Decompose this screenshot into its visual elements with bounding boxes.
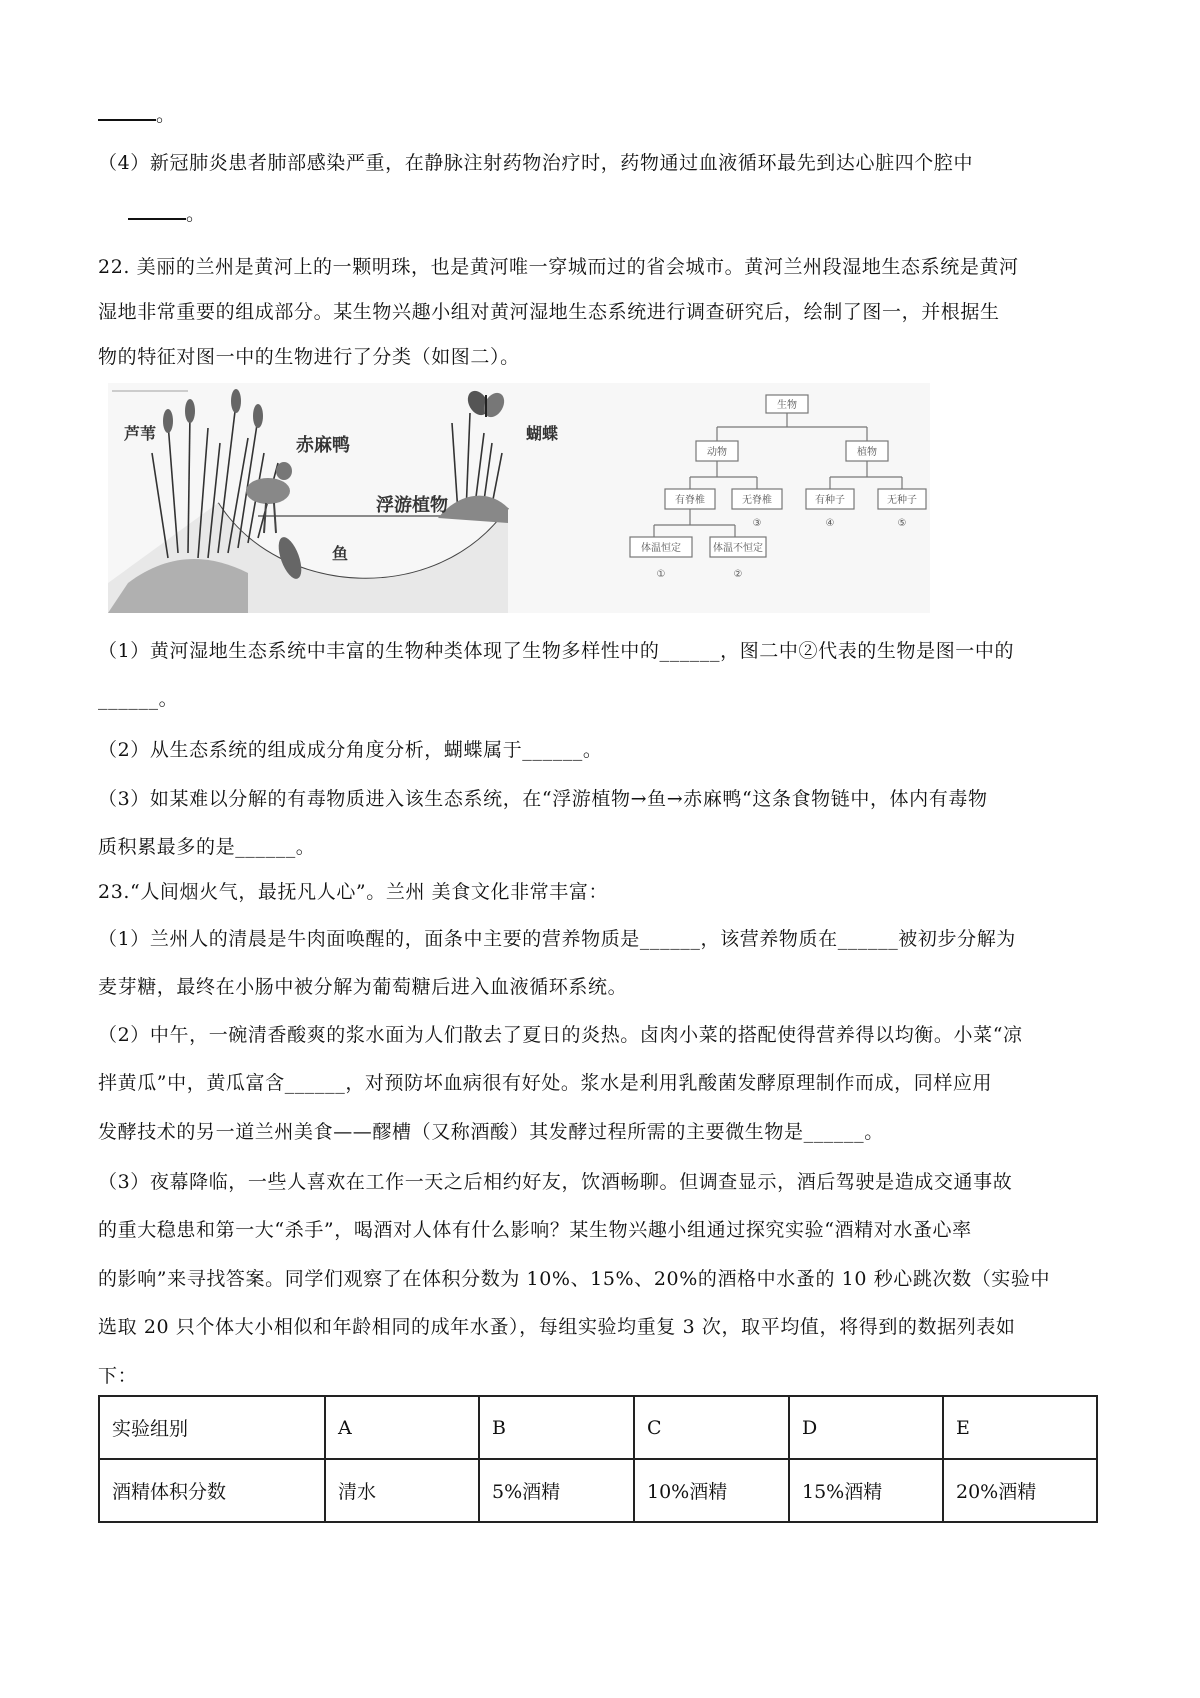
node-constant-temp: 体温恒定 <box>641 543 681 554</box>
answer-blank <box>128 196 186 220</box>
table-cell: D <box>789 1396 943 1459</box>
node-vertebrate: 有脊椎 <box>675 495 705 506</box>
top-answer-blank-line: 。 <box>98 97 176 130</box>
q23-part3-line-3: 的影响”来寻找答案。同学们观察了在体积分数为 10%、15%、20%的酒格中水蚤的 10 秒心跳次数（实验中 <box>98 1268 1051 1290</box>
label-reed: 芦苇 <box>124 424 157 443</box>
q22-part1-line-a: （1）黄河湿地生态系统中丰富的生物种类体现了生物多样性中的______，图二中②代表的生物是图一中的 <box>98 640 1015 662</box>
q23-part2-line-c: 发酵技术的另一道兰州美食——醪槽（又称酒酸）其发酵过程所需的主要微生物是______。 <box>98 1121 884 1143</box>
node-number-1: ① <box>656 569 666 580</box>
table-row <box>99 1459 1097 1522</box>
table-cell: E <box>943 1396 1097 1459</box>
figure-1-wetland-scene <box>108 383 650 613</box>
node-variable-temp: 体温不恒定 <box>713 543 763 554</box>
node-number-4: ④ <box>825 518 835 529</box>
table-cell: 酒精体积分数 <box>99 1459 325 1522</box>
q22-part3-line-a: （3）如某难以分解的有毒物质进入该生态系统，在“浮游植物→鱼→赤麻鸭“这条食物链中，体内有毒物 <box>98 788 988 810</box>
table-cell: 15%酒精 <box>789 1459 943 1522</box>
q22-part3-line-b: 质积累最多的是______。 <box>98 836 316 858</box>
table-cell: B <box>479 1396 634 1459</box>
q23-part3-line-1: （3）夜幕降临，一些人喜欢在工作一天之后相约好友，饮酒畅聊。但调查显示，酒后驾驶是造成交通事故 <box>98 1171 1013 1193</box>
node-animal: 动物 <box>707 447 727 458</box>
q21-part4-blank-line: 。 <box>128 196 206 229</box>
node-number-2: ② <box>733 569 743 580</box>
q23-part1-line-b: 麦芽糖，最终在小肠中被分解为葡萄糖后进入血液循环系统。 <box>98 976 628 998</box>
table-cell: 20%酒精 <box>943 1459 1097 1522</box>
q22-part1-line-b: ______。 <box>98 688 179 710</box>
table-cell: 10%酒精 <box>634 1459 789 1522</box>
q23-part2-line-b: 拌黄瓜”中，黄瓜富含______，对预防坏血病很有好处。浆水是利用乳酸菌发酵原理制作而成，同样应用 <box>98 1072 993 1094</box>
q23-part3-line-4: 选取 20 只个体大小相似和年龄相同的成年水蚤），每组实验均重复 3 次，取平均值，将得到的数据列表如 <box>98 1316 1016 1338</box>
q22-part2-line: （2）从生态系统的组成成分角度分析，蝴蝶属于______。 <box>98 739 603 761</box>
node-plant: 植物 <box>857 447 877 458</box>
node-root: 生物 <box>777 400 797 411</box>
q23-part2-line-a: （2）中午，一碗清香酸爽的浆水面为人们散去了夏日的炎热。卤肉小菜的搭配使得营养得以均衡。小菜“凉 <box>98 1024 1023 1046</box>
node-seed: 有种子 <box>815 495 845 506</box>
label-fish: 鱼 <box>332 544 349 563</box>
table-cell: 5%酒精 <box>479 1459 634 1522</box>
q22-intro-line-2: 湿地非常重要的组成部分。某生物兴趣小组对黄河湿地生态系统进行调查研究后，绘制了图一，并根据生 <box>98 301 1000 323</box>
q22-intro-line-3: 物的特征对图一中的生物进行了分类（如图二）。 <box>98 346 520 368</box>
table-cell: C <box>634 1396 789 1459</box>
label-plankton: 浮游植物 <box>376 495 448 516</box>
q23-intro-line: 23.“人间烟火气，最抚凡人心”。兰州 美食文化非常丰富： <box>98 881 609 903</box>
table-cell: 实验组别 <box>99 1396 325 1459</box>
table-cell: 清水 <box>325 1459 479 1522</box>
q23-part3-line-2: 的重大稳患和第一大“杀手”，喝酒对人体有什么影响？某生物兴趣小组通过探究实验“酒精对水蚤心率 <box>98 1219 972 1241</box>
experiment-data-table <box>98 1395 1098 1523</box>
table-row <box>99 1396 1097 1459</box>
node-noseed: 无种子 <box>887 495 917 506</box>
q23-part3-line-5: 下： <box>98 1365 138 1387</box>
q21-part4-text: （4）新冠肺炎患者肺部感染严重，在静脉注射药物治疗时，药物通过血液循环最先到达心脏四个腔中 <box>98 152 974 174</box>
q23-part1-line-a: （1）兰州人的清晨是牛肉面唤醒的，面条中主要的营养物质是______，该营养物质在______被初步分解为 <box>98 928 1016 950</box>
node-number-5: ⑤ <box>897 518 907 529</box>
answer-blank <box>98 97 156 121</box>
figure-2-classification-tree <box>641 383 930 613</box>
table-cell: A <box>325 1396 479 1459</box>
label-butterfly: 蝴蝶 <box>526 424 559 443</box>
node-number-3: ③ <box>752 518 762 529</box>
q22-intro-line-1: 22. 美丽的兰州是黄河上的一颗明珠，也是黄河唯一穿城而过的省会城市。黄河兰州段湿地生态系统是黄河 <box>98 256 1019 278</box>
node-invertebrate: 无脊椎 <box>742 495 772 506</box>
label-duck: 赤麻鸭 <box>296 435 350 456</box>
